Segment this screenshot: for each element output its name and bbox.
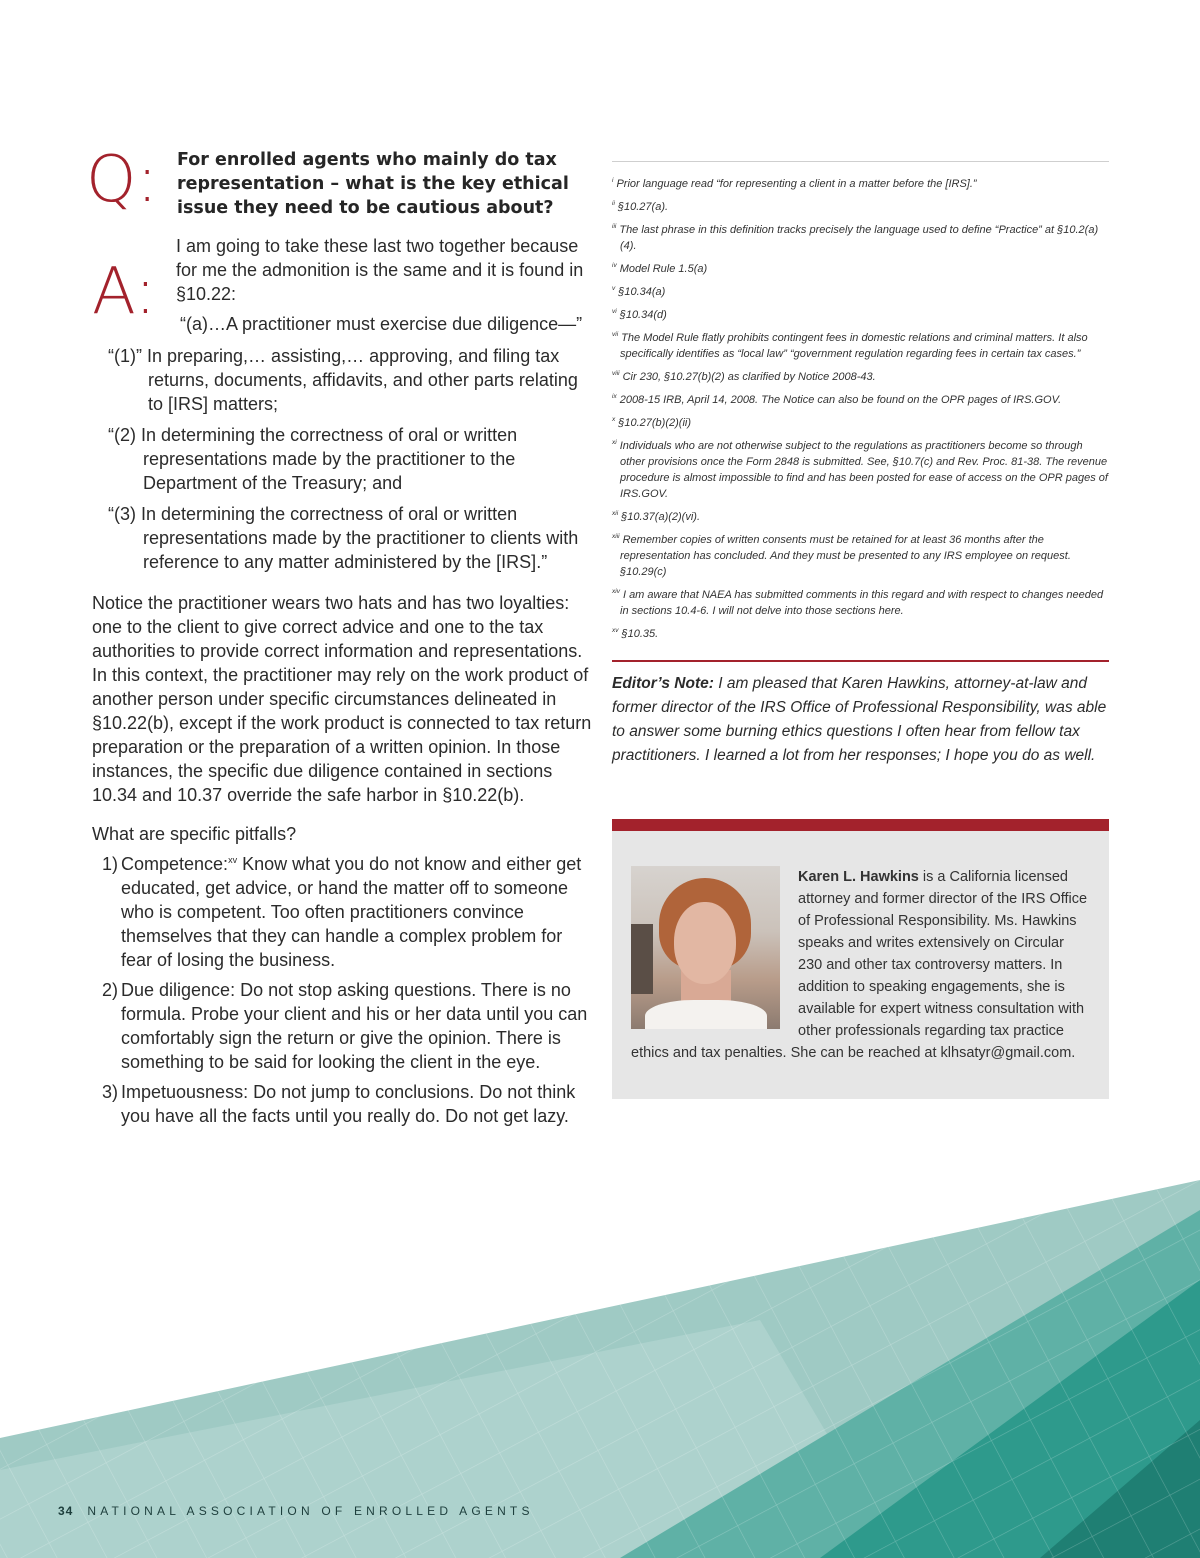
author-photo <box>631 866 780 1029</box>
pitfall-item <box>92 1080 592 1128</box>
qa-block <box>86 143 592 336</box>
footnotes-list <box>612 176 1109 642</box>
bio-accent-bar <box>612 819 1109 831</box>
pitfall-text: Due diligence: Do not stop asking questions. There is no formula. Probe your client and his or her data until you can comfortably sign the return or give the opinion. There is something to be said for looking the client in the eye. <box>121 980 588 1072</box>
pitfall-lead: Competence: <box>121 854 229 874</box>
author-name: Karen L. Hawkins <box>798 869 919 885</box>
page-footer <box>58 1504 534 1518</box>
footnote: $^x$ §10.27(b)(2)(ii) <box>612 416 691 429</box>
publication-name: NATIONAL ASSOCIATION OF ENROLLED AGENTS <box>87 1504 534 1518</box>
footnote-reference: xv <box>228 855 238 865</box>
sidebar-column <box>612 161 1109 768</box>
footnote: $^{xv}$ §10.35. <box>612 627 659 640</box>
answer-text: I am going to take these last two together because for me the admonition is the same and it is found in §10.22: <box>176 236 584 304</box>
footnote: $^{vi}$ §10.34(d) <box>612 308 667 321</box>
footnote-mark: xv <box>612 627 619 635</box>
footnote: $^{xi}$ Individuals who are not otherwise subject to the regulations as practitioners become so through other provisions once the Form 2848 is submitted. See, §10.7(c) and Rev. Proc. 81-38. The revenue procedure is almost impossible to find and has been posted for ease of access on the OPR pages of IRS.GOV. <box>612 439 1108 500</box>
footnote: $^{iii}$ The last phrase in this definition tracks precisely the language used to define “Practice” at §10.2(a)(4). <box>612 223 1099 252</box>
footnote-mark: i <box>612 177 614 185</box>
bio-description: is a California licensed attorney and former director of the IRS Office of Professional Responsibility. Ms. Hawkins speaks and writes extensively on Circular 230 and other tax controversy matters. In addition to speaking engagements, she is available for expert witness consultation with other professionals regarding tax practice ethics and tax penalties. She can be reached at klhsatyr@gmail.com. <box>631 869 1088 1061</box>
main-column <box>86 143 592 1128</box>
footnote: $^{xii}$ §10.37(a)(2)(vi). <box>612 510 700 523</box>
footnote-mark: v <box>612 285 616 293</box>
pitfall-text: Know what you do not know and either get educated, get advice, or hand the matter off to someone who is competent. Too often practitioners convince themselves that they can handle a complex problem for fear of losing the business. <box>121 854 582 970</box>
author-bio-box <box>612 819 1109 1099</box>
footnote: $^{ix}$ 2008-15 IRB, April 14, 2008. The Notice can also be found on the OPR pages of IRS.GOV. <box>612 393 1062 406</box>
pitfall-item <box>92 978 592 1074</box>
footnote-mark: vi <box>612 308 617 316</box>
pitfalls-heading: What are specific pitfalls? <box>92 824 297 844</box>
bio-content <box>612 831 1109 1064</box>
pitfall-item <box>92 852 592 972</box>
footnote: $^{xiv}$ I am aware that NAEA has submitted comments in this regard and with respect to changes needed in sections 10.4-6. I will not delve into those sections here. <box>612 588 1104 617</box>
editor-note-divider <box>612 660 1109 662</box>
question-text: For enrolled agents who mainly do tax representation – what is the key ethical issue they need to be cautious about? <box>177 150 569 218</box>
quote-item-2: “(2) In determining the correctness of oral or written representations made by the practitioner to the Department of the Treasury; and <box>108 425 518 493</box>
footnote-mark: vii <box>612 331 619 339</box>
quote-item-3: “(3) In determining the correctness of oral or written representations made by the practitioner to clients with reference to any matter administered by the [IRS].” <box>108 504 579 572</box>
decorative-background-graphic <box>0 1170 1200 1558</box>
quote-item-1: “(1)” In preparing,… assisting,… approving, and filing tax returns, documents, affidavits, and other parts relating to [IRS] matters; <box>108 346 578 414</box>
footnote-mark: iii <box>612 223 617 231</box>
answer-marker: A: <box>92 255 157 329</box>
footnote: $^v$ §10.34(a) <box>612 285 666 298</box>
pitfall-number: 3) <box>102 1082 119 1102</box>
footnote-mark: xi <box>612 439 617 447</box>
footnote-mark: iv <box>612 262 617 270</box>
quote-intro: “(a)…A practitioner must exercise due diligence—” <box>180 314 583 334</box>
footnote: $^{ii}$ §10.27(a). <box>612 200 669 213</box>
footnote: $^i$ Prior language read “for representing a client in a matter before the [IRS].” <box>612 177 977 190</box>
footnotes-divider <box>612 161 1109 162</box>
editor-note-text: I am pleased that Karen Hawkins, attorney-at-law and former director of the IRS Office of Professional Responsibility, was able to answer some burning ethics questions I often hear from fellow tax practitioners. I learned a lot from her responses; I hope you do as well. <box>612 675 1107 764</box>
footnote: $^{iv}$ Model Rule 1.5(a) <box>612 262 708 275</box>
footnote-mark: xiv <box>612 588 620 596</box>
footnote-mark: xii <box>612 510 619 518</box>
footnote-mark: ii <box>612 200 615 208</box>
footnote-mark: ix <box>612 393 617 401</box>
footnote-mark: x <box>612 416 616 424</box>
footnote: $^{xiii}$ Remember copies of written consents must be retained for at least 36 months after the representation has concluded. And they must be presented to any IRS employee on request. §10.29(c) <box>612 533 1071 578</box>
pitfall-text: Impetuousness: Do not jump to conclusions. Do not think you have all the facts until you really do. Do not get lazy. <box>121 1082 576 1126</box>
footnote: $^{viii}$ Cir 230, §10.27(b)(2) as clarified by Notice 2008-43. <box>612 370 876 383</box>
footnote: $^{vii}$ The Model Rule flatly prohibits contingent fees in domestic relations and criminal matters. It also specifically identifies as “local law” “government regulation regarding fees in certain tax cases.” <box>612 331 1088 360</box>
pitfall-number: 2) <box>102 980 119 1000</box>
page-number: 34 <box>58 1504 74 1518</box>
editor-note <box>612 672 1109 768</box>
pitfall-number: 1) <box>102 854 119 874</box>
footnote-mark: xiii <box>612 533 620 541</box>
footnote-mark: viii <box>612 370 620 378</box>
editor-note-label: Editor’s Note: <box>612 675 714 692</box>
question-marker: Q: <box>86 143 158 217</box>
notice-paragraph: Notice the practitioner wears two hats and has two loyalties: one to the client to give correct advice and one to the tax authorities to provide correct information and representations. In this context, the practitioner may rely on the work product of another person under specific circumstances delineated in §10.22(b), except if the work product is connected to tax return preparation or the preparation of a written opinion. In those instances, the specific due diligence contained in sections 10.34 and 10.37 override the safe harbor in §10.22(b). <box>92 593 592 805</box>
